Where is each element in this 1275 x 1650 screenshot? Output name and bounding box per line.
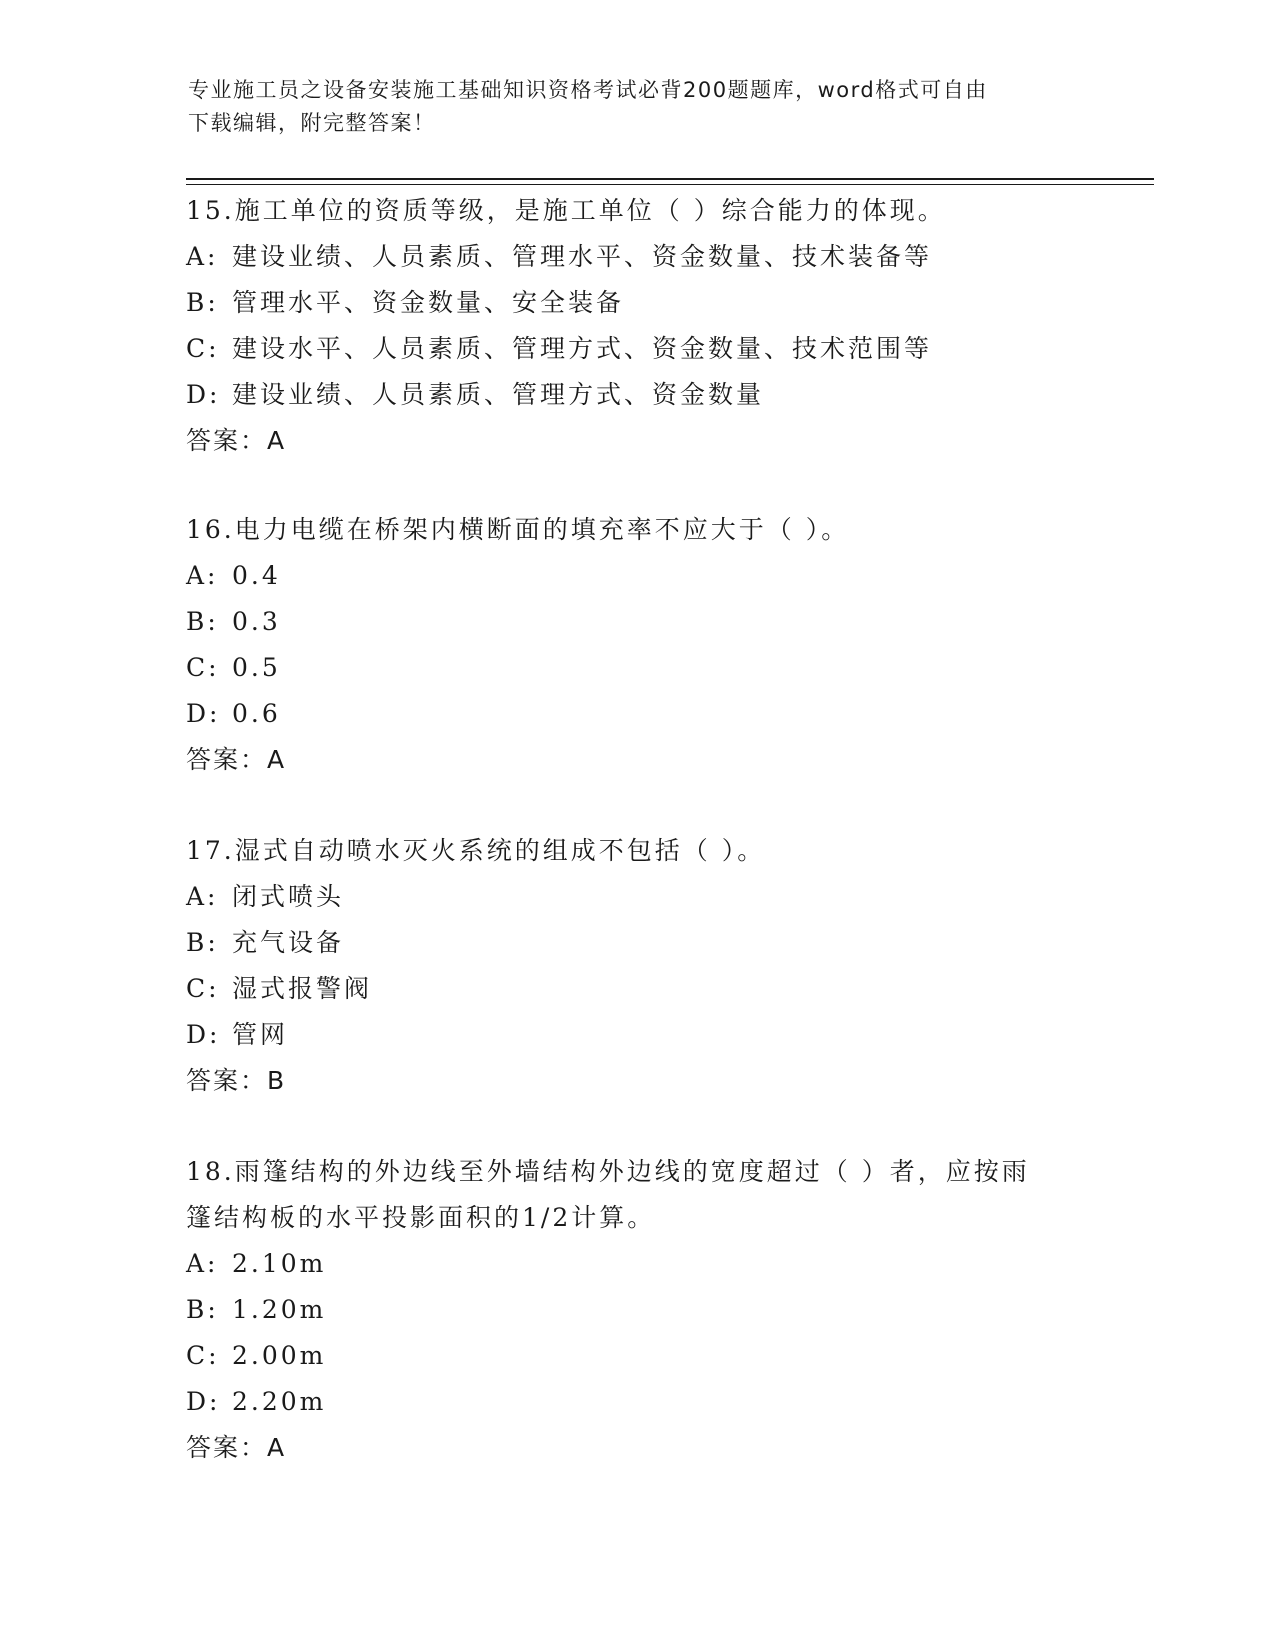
option-d	[186, 372, 1086, 418]
header-divider-thick	[186, 178, 1154, 180]
option-b	[186, 280, 1086, 326]
option-b	[186, 1287, 1086, 1333]
option-letter: D:	[186, 1387, 221, 1416]
option-text: 管网	[232, 1020, 289, 1049]
option-letter: D:	[186, 1020, 221, 1049]
document-header	[188, 74, 1088, 140]
option-letter: A:	[186, 882, 219, 911]
answer-line: 答案：A	[186, 1433, 287, 1462]
option-a	[186, 553, 1086, 599]
option-text: 0.5	[232, 653, 281, 682]
option-text: 建设业绩、人员素质、管理方式、资金数量	[232, 380, 765, 409]
option-letter: C:	[186, 974, 220, 1003]
answer-line: 答案：A	[186, 745, 287, 774]
header-divider-thin	[186, 184, 1154, 185]
option-letter: D:	[186, 699, 221, 728]
option-d	[186, 691, 1086, 737]
question-15	[186, 188, 1086, 464]
question-stem: 15.施工单位的资质等级，是施工单位（ ）综合能力的体现。	[186, 196, 946, 225]
option-letter: C:	[186, 334, 220, 363]
option-text: 2.20m	[232, 1387, 327, 1416]
question-stem-line-1: 18.雨篷结构的外边线至外墙结构外边线的宽度超过（ ）者，应按雨	[186, 1157, 1030, 1186]
option-a	[186, 1241, 1086, 1287]
option-letter: C:	[186, 653, 220, 682]
option-text: 充气设备	[232, 928, 345, 957]
option-letter: A:	[186, 561, 219, 590]
option-d	[186, 1379, 1086, 1425]
option-text: 建设业绩、人员素质、管理水平、资金数量、技术装备等	[232, 242, 933, 271]
option-text: 闭式喷头	[232, 882, 345, 911]
option-letter: A:	[186, 1249, 219, 1278]
option-b	[186, 599, 1086, 645]
option-letter: B:	[186, 288, 219, 317]
answer-line: 答案：A	[186, 426, 287, 455]
option-a	[186, 234, 1086, 280]
option-text: 1.20m	[232, 1295, 327, 1324]
option-c	[186, 645, 1086, 691]
option-c	[186, 966, 1086, 1012]
option-text: 管理水平、资金数量、安全装备	[232, 288, 625, 317]
option-b	[186, 920, 1086, 966]
header-line-2: 下载编辑，附完整答案！	[188, 111, 436, 135]
question-16	[186, 507, 1086, 783]
question-stem: 17.湿式自动喷水灭火系统的组成不包括（ ）。	[186, 836, 766, 865]
option-letter: B:	[186, 928, 219, 957]
answer-line: 答案：B	[186, 1066, 287, 1095]
option-text: 建设水平、人员素质、管理方式、资金数量、技术范围等	[232, 334, 933, 363]
option-letter: C:	[186, 1341, 220, 1370]
option-text: 2.00m	[232, 1341, 327, 1370]
option-letter: B:	[186, 1295, 219, 1324]
option-c	[186, 1333, 1086, 1379]
option-text: 0.3	[232, 607, 281, 636]
question-18	[186, 1149, 1086, 1471]
question-17	[186, 828, 1086, 1104]
option-letter: D:	[186, 380, 221, 409]
option-text: 2.10m	[232, 1249, 327, 1278]
option-a	[186, 874, 1086, 920]
option-letter: B:	[186, 607, 219, 636]
option-text: 0.4	[232, 561, 281, 590]
option-letter: A:	[186, 242, 219, 271]
option-text: 湿式报警阀	[232, 974, 373, 1003]
header-line-1: 专业施工员之设备安装施工基础知识资格考试必背200题题库，word格式可自由	[188, 78, 988, 102]
option-d	[186, 1012, 1086, 1058]
question-stem-line-2: 篷结构板的水平投影面积的1/2计算。	[186, 1203, 656, 1232]
question-stem: 16.电力电缆在桥架内横断面的填充率不应大于（ ）。	[186, 515, 850, 544]
option-text: 0.6	[232, 699, 281, 728]
option-c	[186, 326, 1086, 372]
